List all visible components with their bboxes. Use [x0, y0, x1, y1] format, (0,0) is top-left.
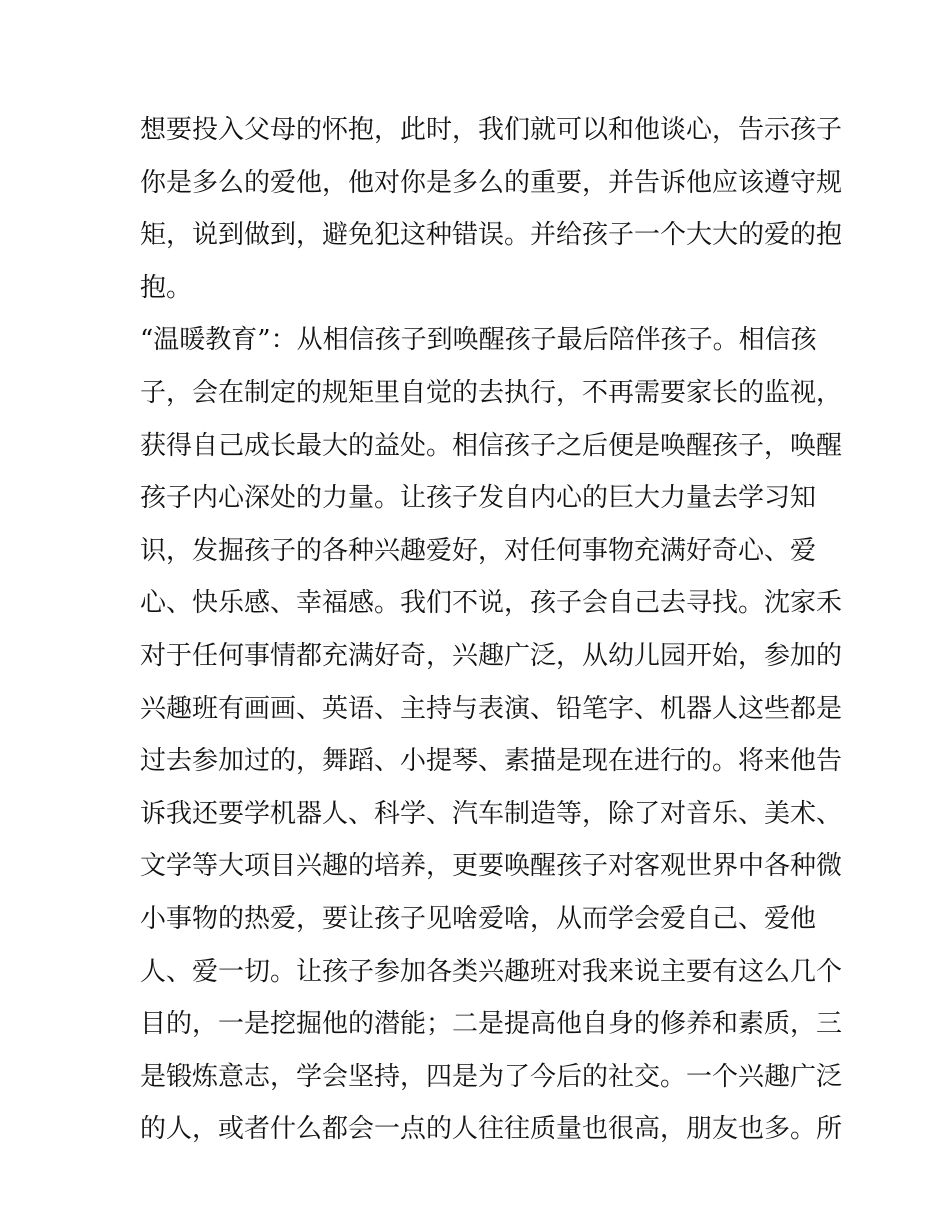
text-line: 获得自己成长最大的益处。相信孩子之后便是唤醒孩子，唤醒 — [140, 430, 843, 461]
text-line: 子，会在制定的规矩里自觉的去执行，不再需要家长的监视， — [140, 377, 843, 408]
body-text — [140, 104, 843, 1156]
text-line: 孩子内心深处的力量。让孩子发自内心的巨大力量去学习知 — [140, 483, 817, 514]
text-line: 过去参加过的，舞蹈、小提琴、素描是现在进行的。将来他告 — [140, 746, 843, 777]
text-line: 矩，说到做到，避免犯这种错误。并给孩子一个大大的爱的抱 — [140, 220, 843, 251]
text-line: 对于任何事情都充满好奇，兴趣广泛，从幼儿园开始，参加的 — [140, 640, 843, 671]
text-line: 诉我还要学机器人、科学、汽车制造等，除了对音乐、美术、 — [140, 798, 843, 829]
text-line: 你是多么的爱他，他对你是多么的重要，并告诉他应该遵守规 — [140, 167, 843, 198]
text-line: “温暖教育”：从相信孩子到唤醒孩子最后陪伴孩子。相信孩 — [140, 325, 817, 356]
text-line: 目的，一是挖掘他的潜能；二是提高他自身的修养和素质，三 — [140, 1009, 843, 1040]
text-line: 是锻炼意志，学会坚持，四是为了今后的社交。一个兴趣广泛 — [140, 1061, 843, 1092]
text-line: 人、爱一切。让孩子参加各类兴趣班对我来说主要有这么几个 — [140, 956, 843, 987]
text-line: 小事物的热爱，要让孩子见啥爱啥，从而学会爱自己、爱他 — [140, 903, 817, 934]
text-line: 文学等大项目兴趣的培养，更要唤醒孩子对客观世界中各种微 — [140, 851, 843, 882]
text-line: 想要投入父母的怀抱，此时，我们就可以和他谈心，告示孩子 — [140, 115, 843, 145]
text-line: 抱。 — [140, 272, 193, 303]
text-line: 心、快乐感、幸福感。我们不说，孩子会自己去寻找。沈家禾 — [140, 588, 843, 619]
text-line: 的人，或者什么都会一点的人往往质量也很高，朋友也多。所 — [140, 1114, 843, 1145]
text-line: 兴趣班有画画、英语、主持与表演、铅笔字、机器人这些都是 — [140, 693, 843, 724]
text-line: 识，发掘孩子的各种兴趣爱好，对任何事物充满好奇心、爱 — [140, 535, 817, 566]
